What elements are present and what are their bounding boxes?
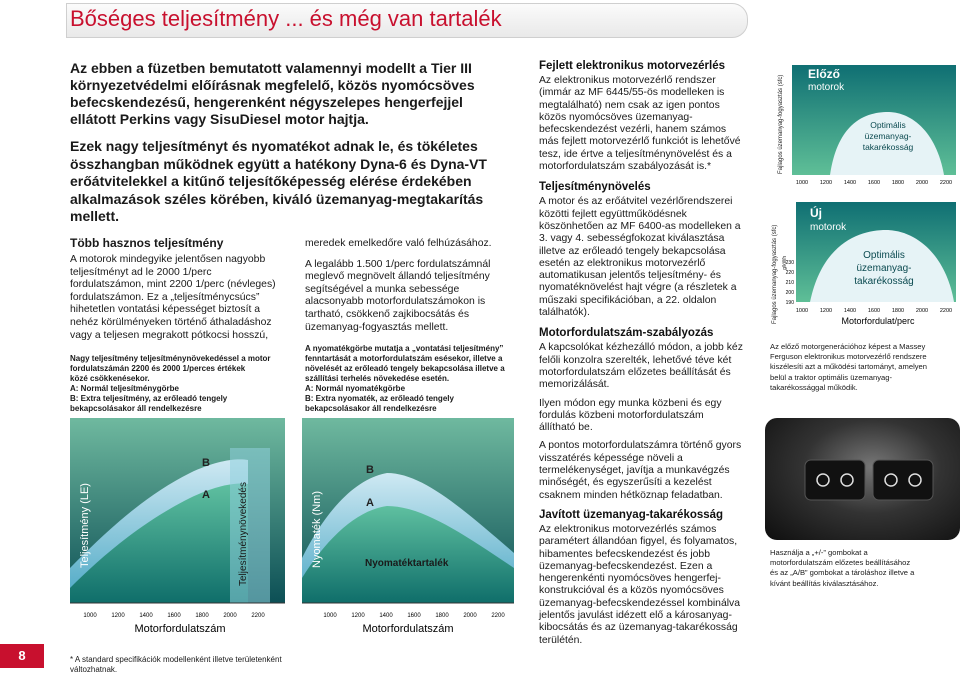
body-line: befecskendezést vezérli, hanem számos <box>539 124 727 136</box>
x-tick: 2200 <box>939 180 953 186</box>
body-line: megtalálható) nem csak az igen pontos <box>539 99 720 111</box>
body-line: találhatók). <box>539 307 590 319</box>
caption-line: fordulatszámán 2200 és 2000 1/perces értékek <box>70 364 246 374</box>
body-line: A motorok mindegyike jelentősen nagyobb <box>70 254 266 265</box>
body-line: fordulatszámon, mint 2200 1/perc (névleges) <box>70 279 276 291</box>
body-line: illetve az erőleadó tengely bekapcsolása <box>539 245 726 257</box>
body-line: termelékenységet, javítja a munkavégzés <box>539 465 730 477</box>
body-line: esetén az elektronikus motorvezérlő <box>539 257 706 269</box>
annotation: takarékosság <box>854 276 914 287</box>
speed-button-left <box>805 460 865 500</box>
x-tick: 1200 <box>111 613 125 619</box>
caption-line: kiszélesíti azt a működési tartományt, amelyen <box>770 362 928 372</box>
power-curve-chart <box>70 418 285 638</box>
body-line: közötti fejlett együttműködésnek <box>539 208 687 220</box>
x-tick: 1800 <box>891 308 905 314</box>
intro-line: összhangban működnek együtt a hatékony Dyna-6 és Dyna-VT <box>70 155 487 172</box>
annotation: üzemanyag- <box>864 131 912 141</box>
body-line: nehéz körülményeken történő áthaladáshoz <box>70 316 272 328</box>
y-tick: 190 <box>785 300 794 306</box>
caption-line: fenntartását a motorfordulatszám esésekor, illetve a <box>305 354 503 364</box>
chart-title: Új <box>810 206 822 220</box>
body-line: teljesítményt ad le 2000 1/perc <box>70 266 212 278</box>
section-body <box>539 196 754 319</box>
intro-line: erőátvitelekkel a kitűnő teljesítőképesség elérése érdekében <box>70 173 472 189</box>
body-line: fordulatszámon. Ez a „teljesítménycsúcs” <box>70 291 260 303</box>
x-tick: 1800 <box>891 180 905 186</box>
series-label-a: A <box>202 489 210 501</box>
body-line: Az elektronikus motorvezérlő rendszer <box>539 75 716 86</box>
series-label-b: B <box>202 457 210 469</box>
body-line: terülétén. <box>539 634 583 646</box>
intro-line: alkalmazások széles körében, kiváló üzemanyag-megtakarítás <box>70 190 484 207</box>
section-body <box>539 342 754 502</box>
annotation: üzemanyag- <box>856 263 912 274</box>
x-tick: 1600 <box>867 180 881 186</box>
x-ticks <box>323 613 505 619</box>
body-line <box>305 251 515 259</box>
chart-title: Előző <box>808 67 840 81</box>
intro-line: környezetvédelmi előírásnak megfelelő, közös nyomócsöves <box>70 77 475 93</box>
chart-caption <box>70 354 290 414</box>
x-ticks <box>83 613 265 619</box>
series-label-b: B <box>366 464 374 476</box>
section-body <box>539 75 754 173</box>
caption-line: motorfordulatszám előzetes beállításához <box>770 558 911 568</box>
body-line: 3. vagy 4. sebességfokozat kiválasztása <box>539 233 725 245</box>
intro-line: ellátott Perkins vagy SisuDiesel motor hajtja. <box>70 111 369 127</box>
caption-line: A: Normál nyomatékgörbe <box>305 384 406 394</box>
chart-title: motorok <box>810 222 847 233</box>
torque-curve-chart <box>302 418 514 638</box>
body-line: más fejlett motorvezérlő funkciót is lehetővé <box>539 136 741 148</box>
body-line: köszönhetően az MF 6400-as modelleken a <box>539 220 741 232</box>
body-line: kibocsátás és az üzemanyag-takarékosság <box>539 622 738 634</box>
section-heading: Több hasznos teljesítmény <box>70 236 224 250</box>
x-tick: 2000 <box>223 613 237 619</box>
new-engines-sfc-chart <box>768 200 958 330</box>
body-line: A motor és az erőátvitel vezérlőrendszerei <box>539 196 733 208</box>
x-axis-label: Motorfordulatszám <box>134 623 226 635</box>
body-line: meredek emelkedőre való felhúzásához. <box>305 238 492 249</box>
intro-line: Az ebben a füzetben bemutatott valamennyi modellt a Tier III <box>70 60 472 76</box>
caption-line: kívánt beállítás kiválasztásához. <box>770 578 879 588</box>
x-tick: 1400 <box>379 613 393 619</box>
body-line: konstrukcióval és a közös nyomócsöves <box>539 585 724 597</box>
annotation: Optimális <box>863 250 905 261</box>
x-tick: 2200 <box>251 613 265 619</box>
body-line: paramétert állandóan figyel, és folyamatos, <box>539 536 738 548</box>
x-ticks <box>796 180 952 186</box>
body-line: motorfordulatszám előzetes beállítását és <box>539 366 731 378</box>
y-tick: 220 <box>785 270 794 276</box>
caption-line: közé csökkenésekor. <box>70 374 150 384</box>
caption-line: Használja a „+/-” gombokat a <box>770 548 868 557</box>
body-line: meglevő megnövelt állandó teljesítmény <box>305 271 490 283</box>
annotation: takarékosság <box>862 142 914 152</box>
x-tick: 2200 <box>491 613 505 619</box>
body-line: hengerenkénti nyomócsöves hengerfej- <box>539 573 721 585</box>
body-line: Az elektronikus motorvezérlés számos <box>539 523 717 535</box>
body-line: memorizálását. <box>539 379 610 391</box>
body-line: minőségét, és egyszerűsíti a kezelést <box>539 477 712 489</box>
intro-line: befecskendezésű, hengerenként négyszelepes hengerfejjel <box>70 94 463 110</box>
body-line: segítségével a munka sebessége <box>305 283 460 295</box>
body-line: üzemanyag-befecskendezést. Ezen a <box>539 560 713 572</box>
page-title: Bőséges teljesítmény ... és még van tartalék <box>70 6 502 31</box>
column-1 <box>70 236 290 414</box>
y-tick: 210 <box>785 280 794 286</box>
x-tick: 1000 <box>83 613 97 619</box>
body-line: közös nyomócsöves üzemanyag- <box>539 111 693 123</box>
intro-line: Ezek nagy teljesítményt és nyomatékot adnak le, és tökéletes <box>70 138 478 154</box>
caption-line: növelését az erőleadó tengely bekapcsolása illetve a <box>305 364 505 374</box>
y-axis-label: Teljesítmény (LE) <box>79 483 91 568</box>
caption-line: A nyomatékgörbe mutatja a „vontatási teljesítmény” <box>305 344 504 354</box>
x-axis-label: Motorfordulatszám <box>362 623 454 635</box>
annotation: Teljesítménynövekedés <box>238 482 249 586</box>
page-number: 8 <box>0 644 44 668</box>
caption-line: takarékossággal működik. <box>770 382 858 392</box>
footnote-line: * A standard specifikációk modellenként illetve területenként <box>70 655 282 664</box>
caption-line: A: Normál teljesítménygörbe <box>70 384 179 394</box>
body-line: üzemanyag-fogyasztás mellett. <box>305 321 449 333</box>
section-heading: Teljesítménynövelés <box>539 181 651 194</box>
annotation: Nyomatéktartalék <box>365 558 449 569</box>
caption-line: belül a traktor optimális üzemanyag- <box>770 372 892 382</box>
x-tick: 1400 <box>843 308 857 314</box>
y-axis-label: Fajlagos üzemanyag-fogyasztás (sfc) <box>778 74 784 174</box>
column-2 <box>305 238 515 414</box>
x-tick: 1400 <box>843 180 857 186</box>
x-axis-label: Motorfordulat/perc <box>841 316 915 326</box>
intro-paragraph-2 <box>70 138 500 226</box>
x-tick: 1200 <box>351 613 365 619</box>
y-axis-unit: g/kWh <box>782 255 788 270</box>
y-tick: 200 <box>785 290 794 296</box>
chart-caption <box>770 342 958 393</box>
x-tick: 1000 <box>795 308 809 314</box>
chart-title: motorok <box>808 82 845 93</box>
body-line: motorfordulatszám szabályozását is.* <box>539 161 712 173</box>
body-line: visszatérés képessége növeli a <box>539 452 683 464</box>
button-panel-illustration <box>765 418 960 540</box>
section-body <box>539 524 754 647</box>
x-tick: 1200 <box>819 308 833 314</box>
body-line: jelentős javulást idézett elő a károsanyag- <box>539 609 732 621</box>
footnote-line: változhatnak. <box>70 665 118 674</box>
caption-line: bekapcsolásakor áll rendelkezésre <box>70 404 202 414</box>
speed-button-right <box>873 460 933 500</box>
x-tick: 2200 <box>939 308 953 314</box>
body-line: csaknem minden hétköznap feladatban. <box>539 489 723 501</box>
caption-line: Az előző motorgenerációhoz képest a Massey <box>770 342 926 351</box>
x-tick: 1800 <box>195 613 209 619</box>
x-tick: 1600 <box>407 613 421 619</box>
x-tick: 2000 <box>915 308 929 314</box>
caption-line: Ferguson elektronikus motorvezérlő rendszere <box>770 352 927 362</box>
body-line: üzemanyag-befecskendezéssel kombinálva <box>539 597 740 609</box>
body-line: automatikusan jelentős teljesítmény- és <box>539 270 721 282</box>
intro-paragraph-1 <box>70 60 490 128</box>
column-2-body <box>305 238 515 334</box>
body-line: tartható, csökkenő zajkibocsátás és <box>305 308 470 320</box>
body-line: fordulás közbeni motorfordulatszám <box>539 409 704 421</box>
caption-line: B: Extra nyomaték, az erőleadó tengely <box>305 394 454 404</box>
body-line: Ilyen módon egy munka közbeni és egy <box>539 397 722 409</box>
x-tick: 1000 <box>323 613 337 619</box>
column-1-body <box>70 254 290 342</box>
body-line: állítható be. <box>539 422 593 434</box>
caption-line: Nagy teljesítmény teljesítménynövekedéssel a motor <box>70 354 271 364</box>
body-line: hibamentes befecskendezést és jobb <box>539 548 710 560</box>
body-line: tesz, ide értve a teljesítménynövelést és a <box>539 148 732 160</box>
x-tick: 1400 <box>139 613 153 619</box>
x-tick: 2000 <box>463 613 477 619</box>
body-line: A legalább 1.500 1/perc fordulatszámnál <box>305 258 491 270</box>
body-line: vagy a teljesen megrakott pótkocsi hosszú, <box>70 329 269 341</box>
boost-band <box>230 448 270 603</box>
control-buttons-photo <box>765 418 960 540</box>
body-line: műszaki specifikációban, a 22. oldalon <box>539 294 717 306</box>
section-heading: Fejlett elektronikus motorvezérlés <box>539 60 725 72</box>
x-tick: 2000 <box>915 180 929 186</box>
series-label-a: A <box>366 497 374 509</box>
x-tick: 1000 <box>795 180 809 186</box>
body-line: A pontos motorfordulatszámra történő gyors <box>539 440 742 452</box>
photo-caption <box>770 548 958 589</box>
x-ticks <box>796 308 952 314</box>
x-tick: 1600 <box>167 613 181 619</box>
intro-line: mellett. <box>70 208 120 224</box>
right-column <box>539 60 754 647</box>
caption-line: B: Extra teljesítmény, az erőleadó tengely <box>70 394 228 404</box>
body-line: nyomatéknövelést hajt végre (a részletek a <box>539 282 737 294</box>
x-tick: 1200 <box>819 180 833 186</box>
y-axis-label: Nyomaték (Nm) <box>311 490 323 568</box>
y-tick: 230 <box>785 260 794 266</box>
body-line: A kapcsolókat kézhezálló módon, a jobb kéz <box>539 342 743 354</box>
body-line: hihetetlen vontatási képességet biztosít a <box>70 304 261 316</box>
x-tick: 1800 <box>435 613 449 619</box>
section-heading: Javított üzemanyag-takarékosság <box>539 508 724 521</box>
body-line: felőli konzolra szerelték, lehetővé téve két <box>539 354 732 366</box>
section-heading: Motorfordulatszám-szabályozás <box>539 327 714 340</box>
caption-line: szállítási terhelés növekedése esetén. <box>305 374 450 384</box>
annotation: Optimális <box>870 120 906 130</box>
body-line: (immár az MF 6445/55-ös modelleken is <box>539 87 725 99</box>
caption-line: és az „A/B” gombokat a tároláshoz illetve a <box>770 568 915 578</box>
chart-caption <box>305 344 515 414</box>
body-line: alacsonyabb motorfordulatszámokon is <box>305 296 486 308</box>
footnote <box>70 655 282 675</box>
x-tick: 1600 <box>867 308 881 314</box>
y-axis-label: Fajlagos üzemanyag-fogyasztás (sfc) <box>772 224 778 324</box>
caption-line: bekapcsolásakor áll rendelkezésre <box>305 404 437 414</box>
previous-engines-sfc-chart <box>768 60 958 190</box>
